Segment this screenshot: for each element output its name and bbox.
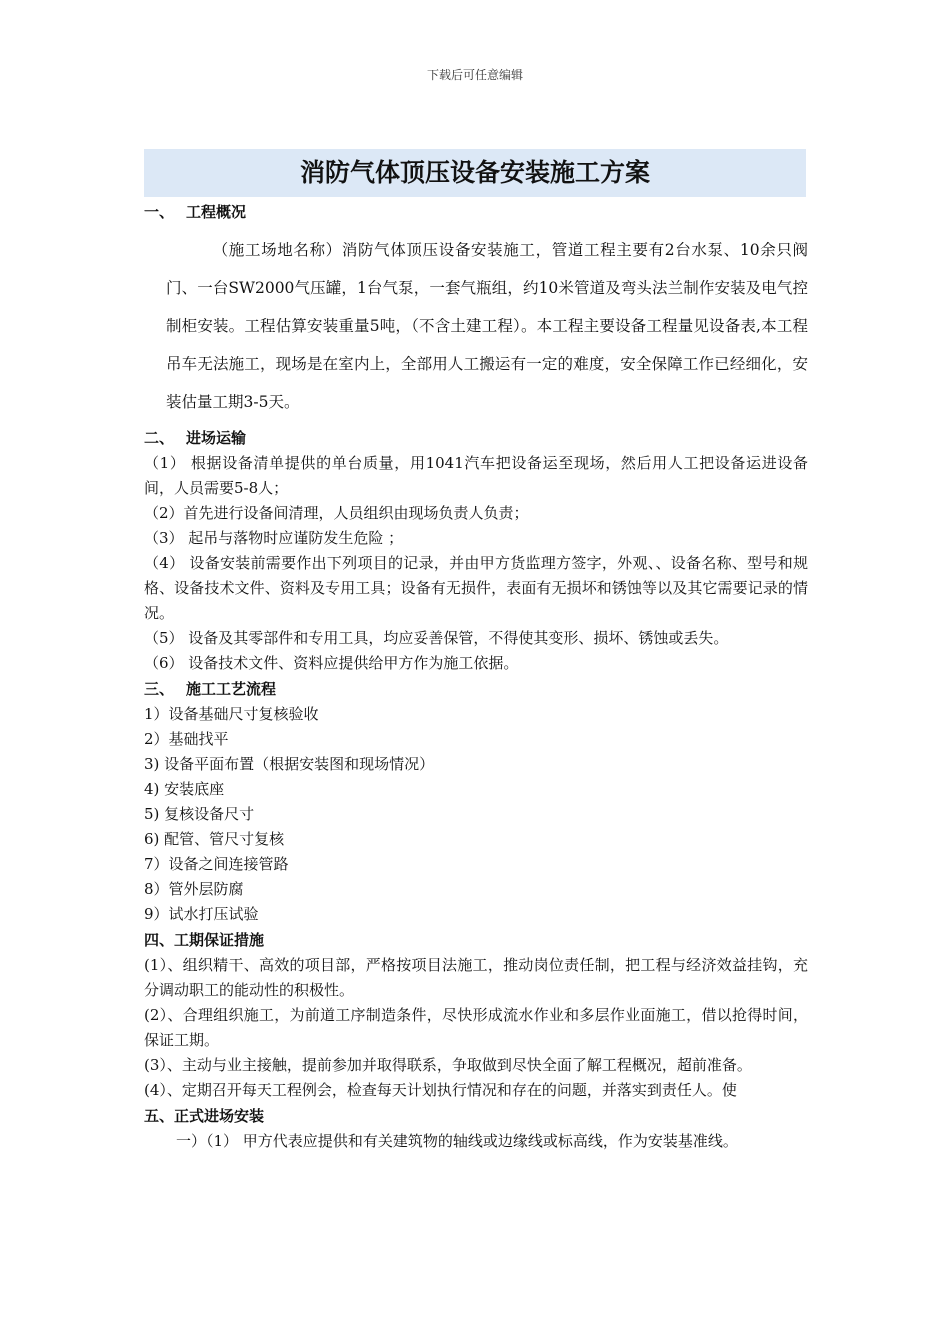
section2-heading <box>144 425 808 451</box>
section4-item: (4）、定期召开每天工程例会，检查每天计划执行情况和存在的问题，并落实到责任人。使 <box>144 1081 737 1099</box>
page-header: 下载后可任意编辑 <box>426 68 523 82</box>
document-title: 消防气体顶压设备安装施工方案 <box>144 149 806 197</box>
section4-item: (3）、主动与业主接触，提前参加并取得联系，争取做到尽快全面了解工程概况，超前准备。 <box>144 1056 752 1074</box>
section4-item: (1）、组织精干、高效的项目部，严格按项目法施工，推动岗位责任制，把工程与经济效益挂钩，充分调动职工的能动性的积极性。 <box>144 956 808 999</box>
section5-heading: 五、正式进场安装 <box>144 1107 265 1125</box>
section2-title: 进场运输 <box>186 429 247 447</box>
section5-line: 一）（1） 甲方代表应提供和有关建筑物的轴线或边缘线或标高线，作为安装基准线。 <box>176 1132 738 1150</box>
section3-number: 三、 <box>144 680 175 698</box>
section1-number: 一、 <box>144 203 175 221</box>
process-step: 8）管外层防腐 <box>144 880 244 898</box>
process-step: 2）基础找平 <box>144 730 229 748</box>
section2-item: （6） 设备技术文件、资料应提供给甲方作为施工依据。 <box>144 654 519 672</box>
process-step: 9）试水打压试验 <box>144 905 259 923</box>
process-step: 4) 安装底座 <box>144 780 225 798</box>
process-step: 5) 复核设备尺寸 <box>144 805 255 823</box>
section1-paragraph-text: （施工场地名称）消防气体顶压设备安装施工，管道工程主要有2台水泵、10余只阀门、一台SW2000气压罐，1台气泵，一套气瓶组，约10米管道及弯头法兰制作安装及电气控制柜安装。工程估算安装重量5吨，（不含土建工程）。本工程主要设备工程量见设备表,本工程吊车无法施工，现场是在室内上，全部用人工搬运有一定的难度，安全保障工作已经细化，安装估量工期3-5天。 <box>166 241 808 411</box>
process-step: 3) 设备平面布置（根据安装图和现场情况） <box>144 755 435 773</box>
section2-item: （2）首先进行设备间清理，人员组织由现场负责人负责； <box>144 504 529 522</box>
section2-item: （3） 起吊与落物时应谨防发生危险 ； <box>144 529 404 547</box>
section1-title: 工程概况 <box>186 203 247 221</box>
section2-item: （1） 根据设备清单提供的单台质量，用1041汽车把设备运至现场，然后用人工把设备运进设备间，人员需要5-8人； <box>144 454 808 497</box>
process-step: 7）设备之间连接管路 <box>144 855 289 873</box>
section3-heading <box>144 676 808 702</box>
document-body <box>144 199 808 1154</box>
section3-title: 施工工艺流程 <box>186 680 277 698</box>
section4-heading: 四、工期保证措施 <box>144 931 265 949</box>
process-step: 6) 配管、管尺寸复核 <box>144 830 285 848</box>
section2-item: （5） 设备及其零部件和专用工具，均应妥善保管，不得使其变形、损坏、锈蚀或丢失。 <box>144 629 729 647</box>
process-step: 1）设备基础尺寸复核验收 <box>144 705 319 723</box>
section4-item: (2）、合理组织施工，为前道工序制造条件，尽快形成流水作业和多层作业面施工，借以抢得时间，保证工期。 <box>144 1006 808 1049</box>
section1-paragraph <box>144 225 808 421</box>
section1-heading <box>144 199 808 225</box>
section2-number: 二、 <box>144 429 175 447</box>
section2-item: （4） 设备安装前需要作出下列项目的记录，并由甲方货监理方签字，外观、、设备名称、型号和规格、设备技术文件、资料及专用工具；设备有无损件，表面有无损坏和锈蚀等以及其它需要记录的情况。 <box>144 554 808 622</box>
